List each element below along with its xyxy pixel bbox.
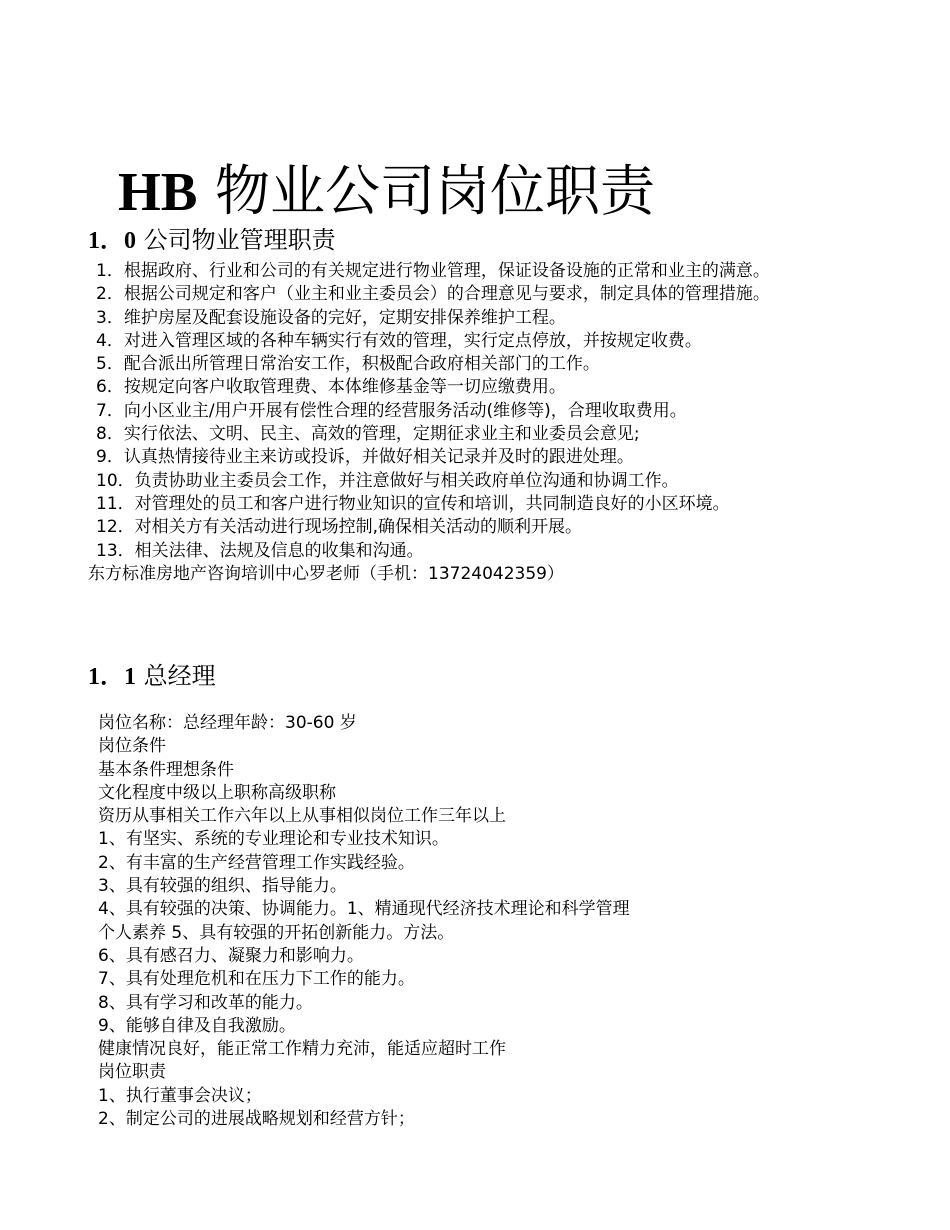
list-item: 6．按规定向客户收取管理费、本体维修基金等一切应缴费用。 xyxy=(96,377,566,398)
list-item: 4．对进入管理区域的各种车辆实行有效的管理，实行定点停放，并按规定收费。 xyxy=(96,330,702,351)
list-item: 9．认真热情接待业主来访或投诉，并做好相关记录并及时的跟进处理。 xyxy=(96,447,634,468)
list-item: 3．维护房屋及配套设施设备的完好，定期安排保养维护工程。 xyxy=(96,307,566,328)
section-1-1-body xyxy=(98,712,858,1131)
text-line: 个人素养 5、具有较强的开拓创新能力。方法。 xyxy=(98,922,455,943)
list-item: 12．对相关方有关活动进行现场控制,确保相关活动的顺利开展。 xyxy=(96,517,583,538)
list-item: 5．配合派出所管理日常治安工作，积极配合政府相关部门的工作。 xyxy=(96,354,600,375)
text-line: 岗位职责 xyxy=(98,1062,166,1083)
list-item: 7．向小区业主/用户开展有偿性合理的经营服务活动(维修等)，合理收取费用。 xyxy=(96,400,687,421)
list-item: 10．负责协助业主委员会工作，并注意做好与相关政府单位沟通和协调工作。 xyxy=(96,470,679,491)
text-line: 基本条件理想条件 xyxy=(98,759,234,780)
text-line: 3、具有较强的组织、指导能力。 xyxy=(98,876,347,897)
list-item: 8．实行依法、文明、民主、高效的管理，定期征求业主和业委员会意见; xyxy=(96,424,640,445)
section-heading-1-1 xyxy=(88,661,216,692)
text-line: 8、具有学习和改革的能力。 xyxy=(98,992,313,1013)
text-line: 健康情况良好，能正常工作精力充沛，能适应超时工作 xyxy=(98,1039,506,1060)
text-line: 文化程度中级以上职称高级职称 xyxy=(98,782,336,803)
section-number: 1．0 xyxy=(88,228,136,254)
document-title xyxy=(118,156,655,227)
contact-line: 东方标准房地产咨询培训中心罗老师（手机：13724042359） xyxy=(88,563,564,584)
list-item: 11．对管理处的员工和客户进行物业知识的宣传和培训，共同制造良好的小区环境。 xyxy=(96,493,730,514)
section-1-0-body xyxy=(88,260,863,586)
text-line: 6、具有感召力、凝聚力和影响力。 xyxy=(98,945,364,966)
list-item: 1．根据政府、行业和公司的有关规定进行物业管理，保证设备设施的正常和业主的满意。 xyxy=(96,261,770,281)
title-text: 物业公司岗位职责 xyxy=(197,159,655,223)
text-line: 岗位条件 xyxy=(98,736,166,757)
text-line: 岗位名称：总经理年龄：30-60 岁 xyxy=(98,713,357,733)
text-line: 1、执行董事会决议； xyxy=(98,1085,262,1106)
text-line: 9、能够自律及自我激励。 xyxy=(98,1015,296,1036)
text-line: 资历从事相关工作六年以上从事相似岗位工作三年以上 xyxy=(98,806,506,827)
text-line: 2、制定公司的进展战略规划和经营方针； xyxy=(98,1109,415,1130)
text-line: 1、有坚实、系统的专业理论和专业技术知识。 xyxy=(98,829,449,850)
text-line: 7、具有处理危机和在压力下工作的能力。 xyxy=(98,969,415,990)
section-heading-1-0 xyxy=(88,225,336,256)
section-title: 总经理 xyxy=(136,662,216,690)
section-number: 1．1 xyxy=(88,664,136,690)
section-title: 公司物业管理职责 xyxy=(136,226,336,254)
title-latin: HB xyxy=(118,161,198,222)
list-item: 13．相关法律、法规及信息的收集和沟通。 xyxy=(96,540,424,561)
text-line: 2、有丰富的生产经营管理工作实践经验。 xyxy=(98,852,415,873)
text-line: 4、具有较强的决策、协调能力。1、精通现代经济技术理论和科学管理 xyxy=(98,899,630,920)
list-item: 2．根据公司规定和客户（业主和业主委员会）的合理意见与要求，制定具体的管理措施。 xyxy=(96,284,770,305)
